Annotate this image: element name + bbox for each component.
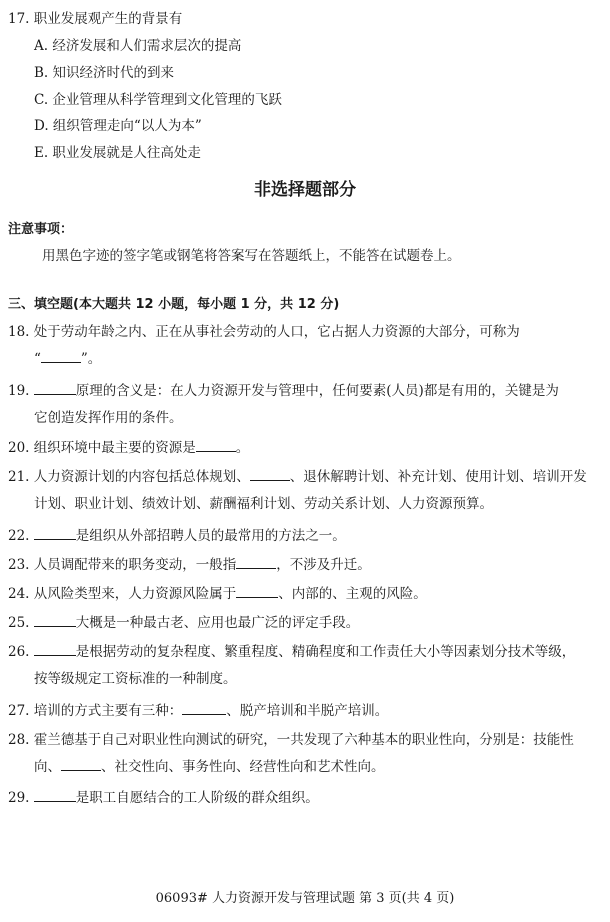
- q17-option-c: C. 企业管理从科学管理到文化管理的飞跃: [34, 92, 282, 108]
- q23-blank: [236, 556, 276, 569]
- q23-text-pre: 23. 人员调配带来的职务变动，一般指: [8, 557, 237, 573]
- q28-text-post: 、社交性向、事务性向、经营性向和艺术性向。: [101, 759, 385, 775]
- notice-heading: 注意事项：: [8, 222, 74, 237]
- q27-blank: [182, 702, 226, 715]
- q17-option-d: D. 组织管理走向“以人为本”: [34, 118, 202, 134]
- q21-blank: [250, 468, 290, 481]
- q20-blank: [196, 439, 236, 452]
- q21-text-post: 、退休解聘计划、补充计划、使用计划、培训开发: [289, 469, 587, 485]
- q28-line1: 28. 霍兰德基于自己对职业性向测试的研究，一共发现了六种基本的职业性向，分别是：技能性: [8, 732, 574, 748]
- q20-line: [8, 439, 249, 457]
- q29-blank: [34, 789, 76, 802]
- q28-text-pre: 向、: [34, 759, 61, 775]
- q17-stem: 17. 职业发展观产生的背景有: [8, 11, 183, 27]
- part3-heading: 三、填空题(本大题共 12 小题，每小题 1 分，共 12 分): [8, 297, 340, 312]
- q22-blank: [34, 527, 76, 540]
- q23-line: [8, 556, 371, 574]
- q27-line: [8, 702, 388, 720]
- q24-blank: [236, 585, 278, 598]
- q18-quote-open: “: [34, 351, 41, 367]
- q26-line2: 按等级规定工资标准的一种制度。: [34, 671, 237, 687]
- q26-text: 是根据劳动的复杂程度、繁重程度、精确程度和工作责任大小等因素划分技术等级，: [75, 644, 576, 660]
- q19-line1: [8, 382, 559, 400]
- section-title: 非选择题部分: [254, 180, 356, 200]
- q18-line1: 18. 处于劳动年龄之内、正在从事社会劳动的人口，它占据人力资源的大部分，可称为: [8, 324, 520, 340]
- q19-line2: 它创造发挥作用的条件。: [34, 410, 183, 426]
- q20-text: 20. 组织环境中最主要的资源是: [8, 440, 196, 456]
- q18-quote-close: ”。: [80, 351, 102, 367]
- q24-line: [8, 585, 427, 603]
- q25-number: 25.: [8, 615, 30, 631]
- q19-number: 19.: [8, 383, 30, 399]
- q27-text-post: 、脱产培训和半脱产培训。: [226, 703, 389, 719]
- q26-number: 26.: [8, 644, 30, 660]
- q25-blank: [34, 614, 76, 627]
- q19-text: 原理的含义是：在人力资源开发与管理中，任何要素(人员)都是有用的，关键是为: [75, 383, 559, 399]
- q28-line2: [34, 758, 385, 776]
- q25-text: 大概是一种最古老、应用也最广泛的评定手段。: [75, 615, 360, 631]
- q27-text-pre: 27. 培训的方式主要有三种：: [8, 703, 183, 719]
- q22-number: 22.: [8, 528, 30, 544]
- notice-text: 用黑色字迹的签字笔或钢笔将答案写在答题纸上，不能答在试题卷上。: [42, 248, 461, 264]
- q23-text-post: ，不涉及升迁。: [276, 557, 371, 573]
- q26-line1: [8, 643, 575, 661]
- q29-number: 29.: [8, 790, 30, 806]
- q17-option-a: A. 经济发展和人们需求层次的提高: [34, 38, 242, 54]
- q29-line: [8, 789, 319, 807]
- q22-text: 是组织从外部招聘人员的最常用的方法之一。: [75, 528, 346, 544]
- q18-blank: [41, 350, 81, 363]
- page-footer: 06093# 人力资源开发与管理试题 第 3 页(共 4 页): [155, 891, 455, 906]
- q25-line: [8, 614, 359, 632]
- q18-line2: [34, 350, 101, 368]
- q22-line: [8, 527, 346, 545]
- q24-text-pre: 24. 从风险类型来，人力资源风险属于: [8, 586, 237, 602]
- q17-option-b: B. 知识经济时代的到来: [34, 65, 175, 81]
- q17-option-e: E. 职业发展就是人往高处走: [34, 145, 201, 161]
- q21-line1: [8, 468, 587, 486]
- q24-text-post: 、内部的、主观的风险。: [278, 586, 427, 602]
- q19-blank: [34, 382, 76, 395]
- q21-text-pre: 21. 人力资源计划的内容包括总体规划、: [8, 469, 250, 485]
- q28-blank: [61, 758, 101, 771]
- q20-end: 。: [235, 440, 250, 456]
- q26-blank: [34, 643, 76, 656]
- q29-text: 是职工自愿结合的工人阶级的群众组织。: [75, 790, 319, 806]
- q21-line2: 计划、职业计划、绩效计划、薪酬福利计划、劳动关系计划、人力资源预算。: [34, 496, 493, 512]
